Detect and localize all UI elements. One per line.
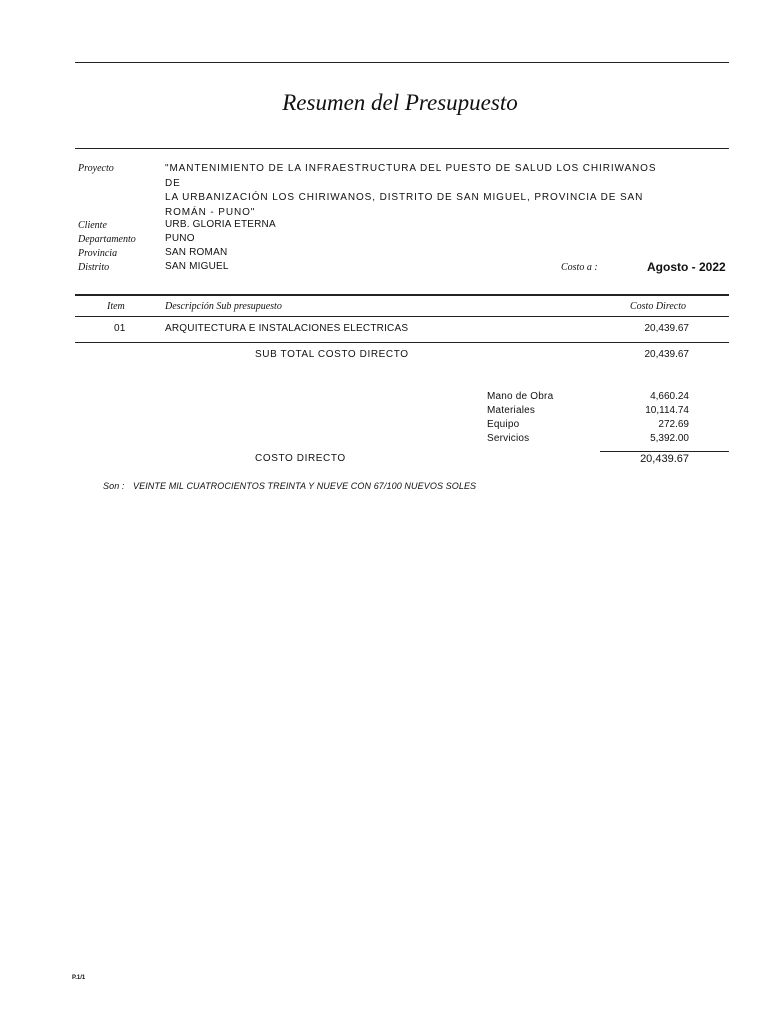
table-header-rule bbox=[75, 316, 729, 317]
son-text: VEINTE MIL CUATROCIENTOS TREINTA Y NUEVE CON 67/100 NUEVOS SOLES bbox=[133, 481, 477, 491]
costo-a-date: Agosto - 2022 bbox=[647, 260, 726, 274]
breakdown-value: 4,660.24 bbox=[650, 391, 689, 402]
column-header-descripcion: Descripción Sub presupuesto bbox=[165, 301, 282, 312]
column-header-costo: Costo Directo bbox=[630, 301, 687, 312]
breakdown-label: Materiales bbox=[487, 405, 536, 416]
breakdown-value: 272.69 bbox=[658, 419, 689, 430]
table-top-rule bbox=[75, 294, 729, 296]
proyecto-line: ROMÁN - PUNO" bbox=[165, 206, 256, 218]
total-rule bbox=[600, 451, 729, 452]
costo-directo-value: 20,439.67 bbox=[640, 453, 689, 465]
proyecto-line: "MANTENIMIENTO DE LA INFRAESTRUCTURA DEL PUESTO DE SALUD LOS CHIRIWANOS DE bbox=[165, 163, 657, 189]
breakdown-label: Mano de Obra bbox=[487, 391, 554, 402]
row-item: 01 bbox=[114, 323, 126, 334]
title-rule bbox=[75, 148, 729, 149]
distrito-label: Distrito bbox=[78, 262, 110, 273]
son-label: Son : bbox=[103, 481, 125, 491]
costo-a-label: Costo a : bbox=[561, 262, 598, 273]
breakdown-value: 5,392.00 bbox=[650, 433, 689, 444]
page-number: P.1/1 bbox=[72, 975, 86, 981]
proyecto-line: LA URBANIZACIÓN LOS CHIRIWANOS, DISTRITO DE SAN MIGUEL, PROVINCIA DE SAN bbox=[165, 192, 644, 203]
proyecto-value bbox=[165, 162, 665, 220]
row-descripcion: ARQUITECTURA E INSTALACIONES ELECTRICAS bbox=[165, 323, 409, 334]
row-costo: 20,439.67 bbox=[644, 323, 689, 334]
top-rule bbox=[75, 62, 729, 63]
provincia-label: Provincia bbox=[78, 248, 118, 259]
subtotal-value: 20,439.67 bbox=[644, 349, 689, 360]
departamento-value: PUNO bbox=[165, 233, 195, 244]
costo-directo-label: COSTO DIRECTO bbox=[255, 453, 346, 464]
cliente-label: Cliente bbox=[78, 220, 107, 231]
breakdown-label: Servicios bbox=[487, 433, 530, 444]
distrito-value: SAN MIGUEL bbox=[165, 261, 229, 272]
table-bottom-rule bbox=[75, 342, 729, 343]
provincia-value: SAN ROMAN bbox=[165, 247, 228, 258]
cliente-value: URB. GLORIA ETERNA bbox=[165, 219, 276, 230]
column-header-item: Item bbox=[107, 301, 125, 312]
subtotal-label: SUB TOTAL COSTO DIRECTO bbox=[255, 349, 409, 360]
page-title: Resumen del Presupuesto bbox=[282, 90, 518, 115]
departamento-label: Departamento bbox=[78, 234, 136, 245]
proyecto-label: Proyecto bbox=[78, 163, 114, 174]
breakdown-value: 10,114.74 bbox=[645, 405, 689, 416]
breakdown-label: Equipo bbox=[487, 419, 520, 430]
